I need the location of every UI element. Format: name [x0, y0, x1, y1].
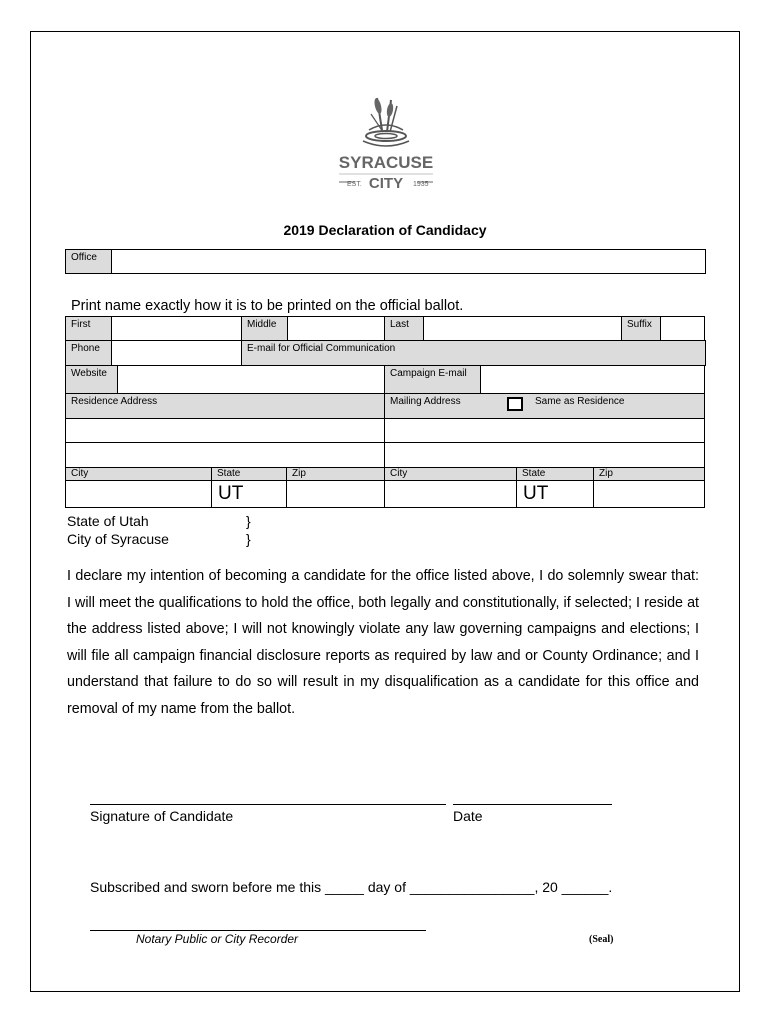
- website-label: Website: [71, 368, 107, 379]
- mailing-state-input[interactable]: [516, 480, 594, 508]
- date-line[interactable]: [453, 804, 612, 805]
- last-label-cell: [384, 316, 424, 341]
- phone-label-cell: [65, 340, 112, 366]
- residence-state-value: UT: [218, 483, 244, 504]
- same-as-residence-checkbox[interactable]: [507, 397, 523, 411]
- logo-year: 1935: [413, 181, 429, 188]
- venue-brace-2: }: [246, 531, 251, 547]
- mailing-city-input[interactable]: [384, 480, 517, 508]
- website-input[interactable]: [117, 365, 385, 394]
- suffix-input[interactable]: [660, 316, 705, 341]
- mail-state-label-cell: [516, 467, 594, 481]
- suffix-label: Suffix: [627, 319, 652, 330]
- syracuse-city-logo: [333, 96, 439, 192]
- phone-input[interactable]: [111, 340, 242, 366]
- date-label: Date: [453, 808, 483, 824]
- res-zip-label: Zip: [292, 468, 306, 479]
- seal-label: (Seal): [589, 934, 614, 945]
- middle-label: Middle: [247, 319, 277, 330]
- logo-est: EST.: [347, 181, 362, 188]
- signature-line[interactable]: [90, 804, 446, 805]
- residence-state-input[interactable]: [211, 480, 287, 508]
- page-title: 2019 Declaration of Candidacy: [283, 222, 487, 238]
- residence-city-input[interactable]: [65, 480, 212, 508]
- res-state-label: State: [217, 468, 241, 479]
- res-city-label: City: [71, 468, 89, 479]
- mailing-address-line-1[interactable]: [384, 418, 705, 443]
- cattail-icon: [333, 96, 439, 192]
- first-label: First: [71, 319, 91, 330]
- email-field[interactable]: [241, 340, 706, 366]
- sworn-statement: Subscribed and sworn before me this _____ day of ________________, 20 ______.: [90, 879, 613, 895]
- residence-address-line-2[interactable]: [65, 442, 385, 468]
- same-as-residence-label: Same as Residence: [535, 396, 625, 407]
- mailing-zip-input[interactable]: [593, 480, 705, 508]
- campaign-email-label: Campaign E-mail: [390, 368, 467, 379]
- mail-state-label: State: [522, 468, 546, 479]
- notary-line[interactable]: [90, 930, 426, 931]
- middle-label-cell: [241, 316, 288, 341]
- venue-brace-1: }: [246, 513, 251, 529]
- residence-zip-input[interactable]: [286, 480, 385, 508]
- oath-text: I declare my intention of becoming a candidate for the office listed above, I do solemnly swear that: I will meet the qualifications to hold the office, both legally and constitutionally, if selected; I reside at the address listed above; I will not knowingly violate any law governing campaigns and elections; I will file all campaign financial disclosure reports as required by law and or County Ordinance; and I understand that failure to do so will result in my disqualification as a candidate for this office and removal of my name from the ballot.: [67, 568, 699, 717]
- venue-city: City of Syracuse: [67, 531, 169, 547]
- res-state-label-cell: [211, 467, 287, 481]
- mailing-state-value: UT: [523, 483, 549, 504]
- instruction-text: Print name exactly how it is to be printed on the official ballot.: [71, 298, 464, 314]
- office-label: Office: [71, 252, 97, 263]
- residence-label-cell: [65, 393, 385, 419]
- residence-label: Residence Address: [71, 396, 158, 407]
- mailing-label-cell: [384, 393, 705, 419]
- mail-city-label: City: [390, 468, 408, 479]
- campaign-email-label-cell: [384, 365, 481, 394]
- office-label-cell: [65, 249, 112, 274]
- res-zip-label-cell: [286, 467, 385, 481]
- website-label-cell: [65, 365, 118, 394]
- mail-zip-label-cell: [593, 467, 705, 481]
- logo-city: CITY: [368, 175, 404, 192]
- campaign-email-input[interactable]: [480, 365, 705, 394]
- phone-label: Phone: [71, 343, 100, 354]
- last-label: Last: [390, 319, 409, 330]
- logo-name-line: SYRACUSE: [338, 153, 434, 172]
- residence-address-line-1[interactable]: [65, 418, 385, 443]
- venue-state: State of Utah: [67, 513, 149, 529]
- notary-label: Notary Public or City Recorder: [136, 932, 299, 946]
- mailing-label: Mailing Address: [390, 396, 461, 407]
- email-label: E-mail for Official Communication: [247, 343, 396, 354]
- suffix-label-cell: [621, 316, 661, 341]
- last-name-input[interactable]: [423, 316, 622, 341]
- office-input[interactable]: [111, 249, 706, 274]
- first-label-cell: [65, 316, 112, 341]
- first-name-input[interactable]: [111, 316, 242, 341]
- res-city-label-cell: [65, 467, 212, 481]
- mail-zip-label: Zip: [599, 468, 613, 479]
- mailing-address-line-2[interactable]: [384, 442, 705, 468]
- middle-name-input[interactable]: [287, 316, 385, 341]
- mail-city-label-cell: [384, 467, 517, 481]
- signature-label: Signature of Candidate: [90, 808, 234, 824]
